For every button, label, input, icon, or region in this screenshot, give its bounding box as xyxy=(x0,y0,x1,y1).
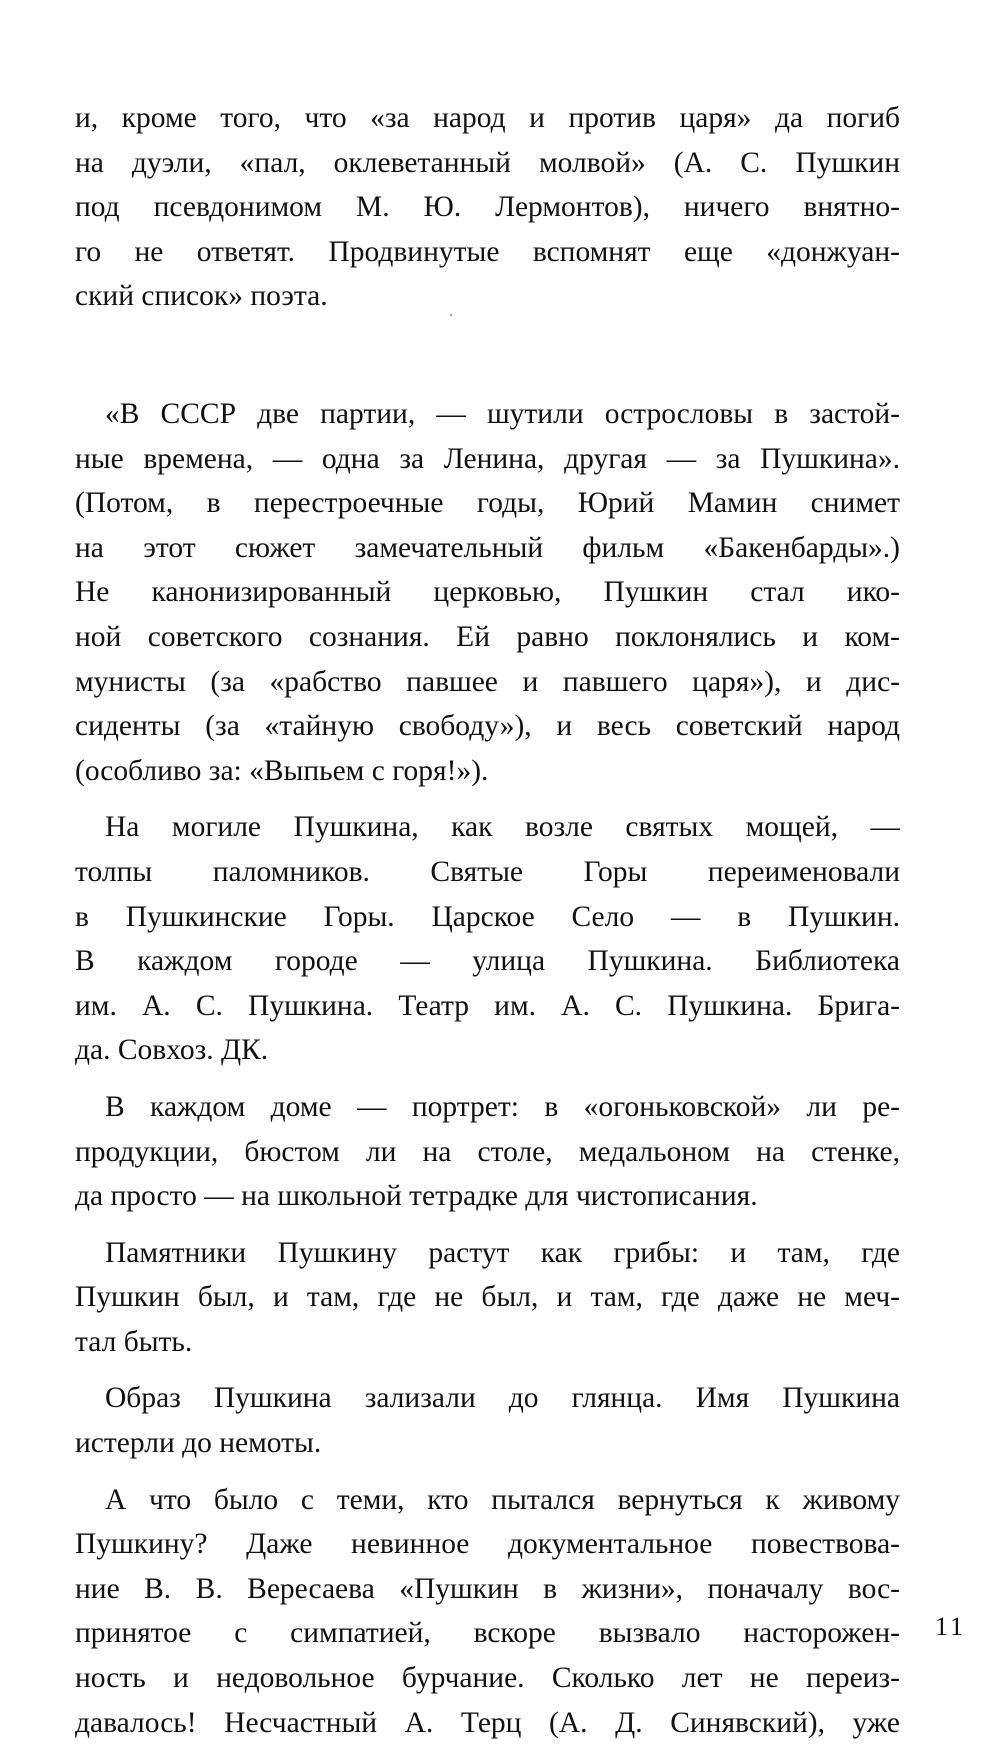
text-line: го не ответят. Продвинутые вспомнят еще «донжуан- xyxy=(75,235,900,268)
text-line: на дуэли, «пал, оклеветанный молвой» (А. С. Пушкин xyxy=(75,146,900,179)
text-line: В каждом доме — портрет: в «огоньковской» ли ре- xyxy=(105,1090,900,1123)
text-line: (особливо за: «Выпьем с горя!»). xyxy=(75,754,489,787)
text-line: толпы паломников. Святые Горы переименовали xyxy=(75,855,900,888)
text-line: ной советского сознания. Ей равно поклонялись и ком- xyxy=(75,620,900,653)
text-line: Пушкину? Даже невинное документальное повествова- xyxy=(75,1528,900,1561)
text-line: да. Совхоз. ДК. xyxy=(75,1034,269,1067)
paragraph xyxy=(75,1231,900,1365)
text-line: ные времена, — одна за Ленина, другая — за Пушкина». xyxy=(75,442,900,475)
text-line: истерли до немоты. xyxy=(75,1427,322,1460)
text-line: Памятники Пушкину растут как грибы: и там, где xyxy=(105,1236,900,1269)
text-line: давалось! Несчастный А. Терц (А. Д. Синявский), уже xyxy=(75,1706,900,1739)
text-line: на этот сюжет замечательный фильм «Бакенбарды».) xyxy=(75,531,900,564)
text-line: (Потом, в перестроечные годы, Юрий Мамин снимет xyxy=(75,487,900,520)
text-line: ский список» поэта. xyxy=(75,280,328,313)
text-line: На могиле Пушкина, как возле святых мощей, — xyxy=(105,811,900,844)
text-line: принятое с симпатией, вскоре вызвало насторожен- xyxy=(75,1617,900,1650)
text-line: да просто — на школьной тетрадке для чистописания. xyxy=(75,1180,758,1213)
text-line: «В СССР две партии, — шутили острословы в застой- xyxy=(105,398,900,430)
text-line: мунисты (за «рабство павшее и павшего царя»), и дис- xyxy=(75,665,900,698)
text-line: в Пушкинские Горы. Царское Село — в Пушкин. xyxy=(75,900,900,933)
print-speck xyxy=(450,314,452,316)
main-text xyxy=(75,392,900,1745)
paragraph xyxy=(75,805,900,1073)
top-paragraph xyxy=(75,96,900,319)
text-line: Образ Пушкина зализали до глянца. Имя Пушкина xyxy=(105,1382,900,1415)
text-line: под псевдонимом М. Ю. Лермонтов), ничего внятно- xyxy=(75,191,900,224)
text-line: ность и недовольное бурчание. Сколько лет не переиз- xyxy=(75,1662,900,1695)
paragraph xyxy=(75,1085,900,1219)
text-line: ние В. В. Вересаева «Пушкин в жизни», поначалу вос- xyxy=(75,1572,900,1605)
text-line: тал быть. xyxy=(75,1325,193,1358)
paragraph xyxy=(75,1376,900,1465)
text-line: В каждом городе — улица Пушкина. Библиотека xyxy=(75,945,900,978)
text-line: Пушкин был, и там, где не был, и там, где даже не меч- xyxy=(75,1281,900,1314)
page-number: 11 xyxy=(935,1612,967,1641)
text-line: сиденты (за «тайную свободу»), и весь советский народ xyxy=(75,710,900,743)
paragraph xyxy=(75,1478,900,1746)
paragraph xyxy=(75,392,900,793)
text-line: продукции, бюстом ли на столе, медальоном на стенке, xyxy=(75,1135,900,1168)
text-line: им. А. С. Пушкина. Театр им. А. С. Пушкина. Брига- xyxy=(75,989,900,1022)
text-line: Не канонизированный церковью, Пушкин стал ико- xyxy=(75,576,900,609)
text-line: и, кроме того, что «за народ и против царя» да погиб xyxy=(75,102,900,134)
text-line: А что было с теми, кто пытался вернуться к живому xyxy=(105,1483,900,1516)
